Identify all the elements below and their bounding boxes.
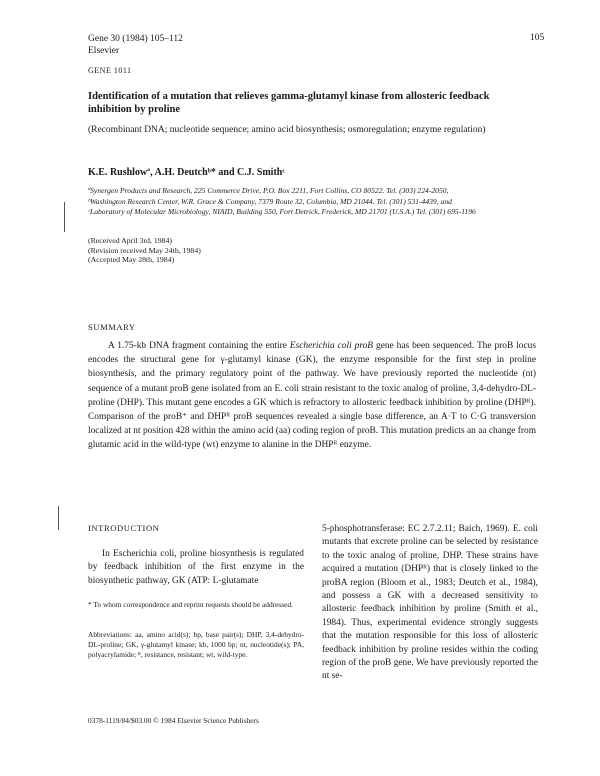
margin-mark [64,202,70,232]
introduction-column-right: 5-phosphotransferase: EC 2.7.2.11; Baich, 1969). E. coli mutants that excrete proline can be selected by resistance to the toxic analog of proline, DHP. These strains have acquired a mutation (DHPᴿ) that is closely linked to the proBA region (Bloom et al., 1983; Deutch et al., 1984), and possess a GK with a decreased sensitivity to allosteric feedback inhibition by proline (Smith et al., 1984). Thus, experimental evidence strongly suggests that the mutation responsible for this loss of allosteric feedback inhibition by proline resides within the coding region of the proB gene. We have previously reported the nt se- [322,524,538,682]
article-title: Identification of a mutation that relieves gamma-glutamyl kinase from allosteric feedback inhibition by proline [88,91,490,115]
summary-heading: SUMMARY [88,322,136,332]
affiliation-line: ᵇWashington Research Center, W.R. Grace & Company, 7379 Route 32, Columbia, MD 21044. Tel. (301) 531-4439, and [88,196,452,206]
publisher-name: Elsevier [88,46,120,56]
correspondence-footnote: * To whom correspondence and reprint requests should be addressed. [88,600,293,609]
margin-mark [58,506,64,530]
date-revised: (Revision received May 24th, 1984) [88,245,201,255]
introduction-column-left: In Escherichia coli, proline biosynthesis is regulated by feedback inhibition of the first enzyme in the biosynthetic pathway, GK (ATP: L-glutamate [88,549,304,586]
page-number: 105 [530,33,545,43]
summary-text [88,339,536,453]
article-keywords: (Recombinant DNA; nucleotide sequence; amino acid biosynthesis; osmoregulation; enzyme regulation) [88,125,486,135]
introduction-heading: INTRODUCTION [88,523,160,533]
affiliations [88,186,533,218]
article-dates [88,236,201,265]
journal-citation [88,33,183,57]
date-accepted: (Accepted May 28th, 1984) [88,255,175,264]
affiliation-line: ᶜLaboratory of Molecular Microbiology, NIAID, Building 550, Fort Detrick, Frederick, MD 21701 (U.S.A.) Tel. (301) 695-1196 [88,207,476,216]
summary-text-start: A 1.75-kb DNA fragment containing the entire [108,341,290,351]
journal-volume: Gene 30 (1984) 105–112 [88,34,183,44]
date-received: (Received April 3rd, 1984) [88,236,173,245]
abbreviations-footnote: Abbreviations: aa, amino acid(s); bp, base pair(s); DHP, 3,4-dehydro-DL-proline; GK, γ-glutamyl kinase; kb, 1000 bp; nt, nucleotide(s); PA, polyacrylamide; ᴿ, resistance, resistant; wt, wild-type. [88,630,304,659]
copyright-line: 0378-1119/84/$03.00 © 1984 Elsevier Science Publishers [88,716,259,725]
author-list: K.E. Rushlowª, A.H. Deutchᵇ* and C.J. Smithᶜ [88,167,285,178]
organism-name: Escherichia coli proB [289,341,374,351]
summary-text-rest: gene has been sequenced. The proB locus encodes the structural gene for γ-glutamyl kinase (GK), the enzyme responsible for the first step in proline biosynthesis, and the primary regulatory point of the pathway. We have previously reported the nucleotide (nt) sequence of a mutant proB gene isolated from an E. coli strain resistant to the toxic analog of proline, 3,4-dehydro-DL-proline (DHP). This mutant gene encodes a GK which is refractory to allosteric feedback inhibition by proline (DHPᴿ). Comparison of the proB⁺ and DHPᴿ proB sequences revealed a single base difference, an A·T to C·G transversion localized at nt position 428 within the amino acid (aa) coding region of proB. This mutation predicts an aa change from glutamic acid in the wild-type (wt) enzyme to alanine in the DHPᴿ enzyme. [88,341,536,451]
article-code: GENE 1011 [88,66,132,75]
affiliation-line: ªSynergen Products and Research, 225 Commerce Drive, P.O. Box 2211, Fort Collins, CO 80522. Tel. (303) 224-2050, [88,186,449,195]
